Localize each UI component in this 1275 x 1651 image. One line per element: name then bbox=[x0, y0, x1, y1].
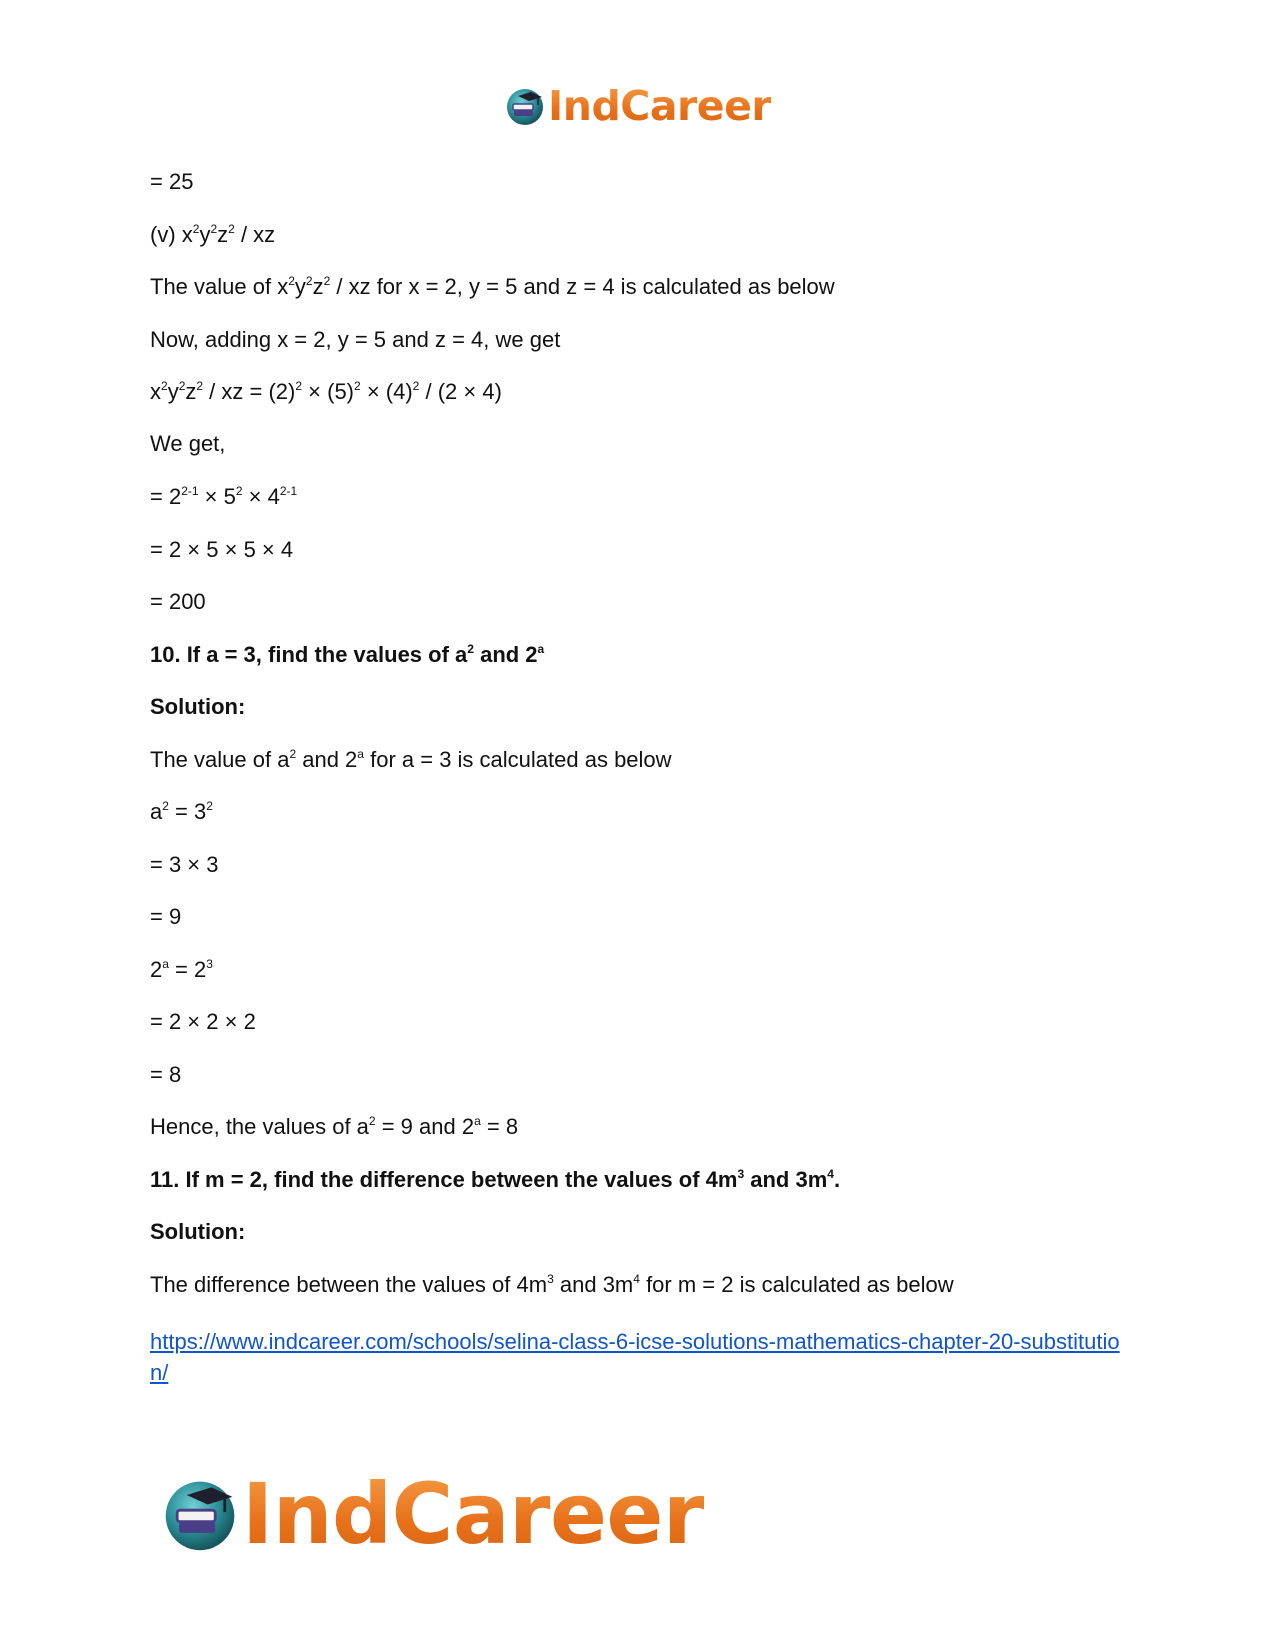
text-line: $2^a = 2^3$ bbox=[150, 957, 213, 982]
text-line: = 8 bbox=[150, 1062, 182, 1087]
text-line: The value of $a^2$ and 2$^a$ for a = 3 is calculated as below bbox=[150, 747, 672, 772]
text-line: Hence, the values of $a^2 = 9$ and $2^a = 8$ bbox=[150, 1114, 519, 1139]
book-globe-icon bbox=[504, 85, 546, 127]
question-heading: 11. If m = 2, find the difference between the values of $4m^3$ and $3m^4$. bbox=[150, 1167, 841, 1192]
book-globe-icon bbox=[160, 1474, 240, 1554]
text-line: = 9 bbox=[150, 904, 182, 929]
text-line: = 3 × 3 bbox=[150, 852, 219, 877]
text-line: The difference between the values of $4m^3$ and $3m^4$ for m = 2 is calculated as below bbox=[150, 1272, 954, 1297]
text-line: = 25 bbox=[150, 169, 194, 194]
text-line: Now, adding x = 2, y = 5 and z = 4, we get bbox=[150, 327, 561, 352]
indcareer-logo-bottom bbox=[160, 1465, 704, 1563]
solution-label: Solution: bbox=[150, 694, 246, 719]
solution-label: Solution: bbox=[150, 1219, 246, 1244]
text-line: = $2^{2-1} \times 5^2 \times 4^{2-1}$ bbox=[150, 484, 298, 509]
source-link[interactable]: https://www.indcareer.com/schools/selina-class-6-icse-solutions-mathematics-chapter-20-substitution/ bbox=[150, 1329, 1120, 1385]
text-line: (v) $x^2y^2z^2$ / xz bbox=[150, 222, 276, 247]
question-heading: 10. If a = 3, find the values of $a^2$ and 2$^a$ bbox=[150, 642, 545, 667]
text-line: We get, bbox=[150, 431, 226, 456]
text-line: = 2 × 5 × 5 × 4 bbox=[150, 537, 294, 562]
brand-wordmark: IndCareer bbox=[242, 1465, 704, 1563]
text-line: $x^2y^2z^2$ / xz = $(2)^2 \times (5)^2 \times (4)^2 / (2 \times 4)$ bbox=[150, 379, 502, 404]
brand-wordmark: IndCareer bbox=[548, 82, 772, 130]
text-line: = 200 bbox=[150, 589, 206, 614]
indcareer-logo-top bbox=[504, 82, 771, 130]
text-line: The value of $x^2y^2z^2$ / xz for x = 2, y = 5 and z = 4 is calculated as below bbox=[150, 274, 835, 299]
text-line: = 2 × 2 × 2 bbox=[150, 1009, 256, 1034]
text-line: $a^2 = 3^2$ bbox=[150, 799, 213, 824]
